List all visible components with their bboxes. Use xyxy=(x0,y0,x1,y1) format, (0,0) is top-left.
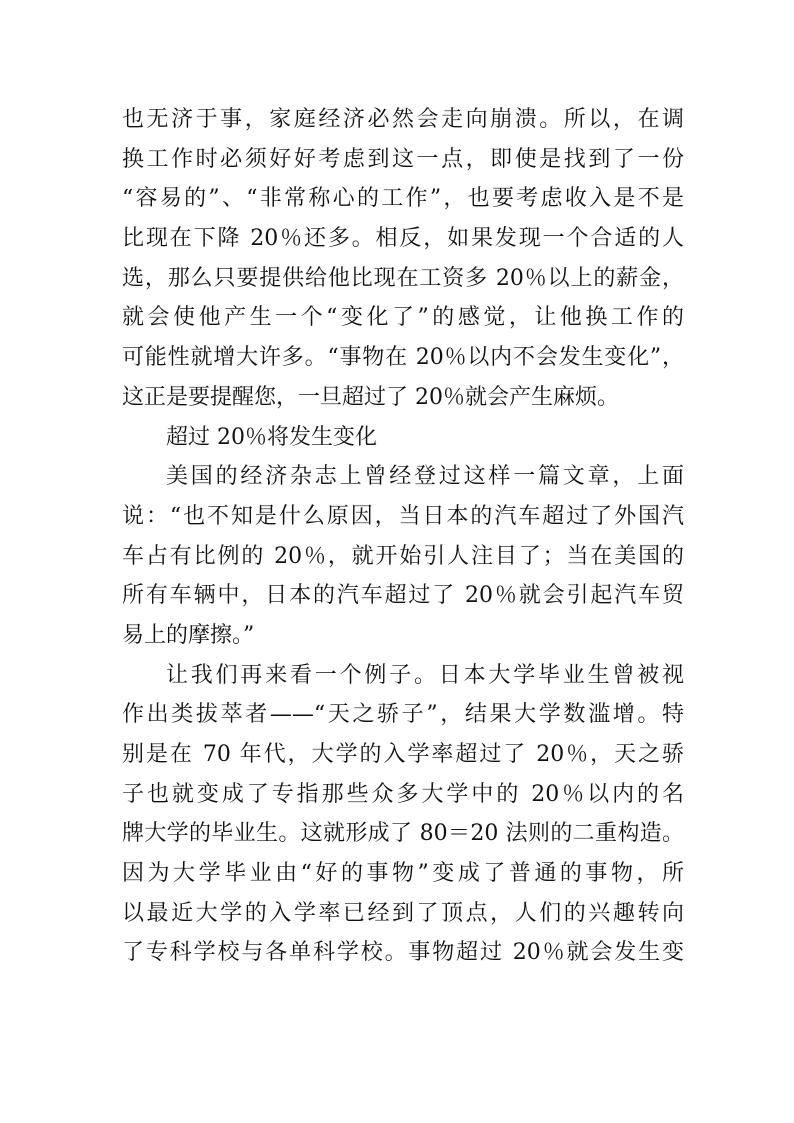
text-line: 因为大学毕业由“好的事物”变成了普通的事物，所 xyxy=(122,861,684,887)
text-line: 就会使他产生一个“变化了”的感觉，让他换工作的 xyxy=(122,305,684,331)
text-line: 美国的经济杂志上曾经登过这样一篇文章，上面 xyxy=(166,464,684,490)
text-line: 子也就变成了专指那些众多大学中的 20％以内的名 xyxy=(122,781,684,807)
text-line: 别是在 70 年代，大学的入学率超过了 20％，天之骄 xyxy=(122,742,684,767)
text-line: 可能性就增大许多。“事物在 20％以内不会发生变化”， xyxy=(122,345,684,371)
section-heading: 超过 20％将发生变化 xyxy=(166,424,377,450)
text-line: 换工作时必须好好考虑到这一点，即使是找到了一份 xyxy=(122,146,684,172)
text-line: 这正是要提醒您，一旦超过了 20％就会产生麻烦。 xyxy=(122,384,619,410)
text-line: “容易的”、“非常称心的工作”，也要考虑收入是不是 xyxy=(122,186,684,212)
text-line: 牌大学的毕业生。这就形成了 80＝20 法则的二重构造。 xyxy=(122,821,684,847)
text-line: 作出类拔萃者——“天之骄子”，结果大学数滥增。特 xyxy=(122,702,684,728)
text-line: 易上的摩擦。” xyxy=(122,622,255,648)
text-line: 也无济于事，家庭经济必然会走向崩溃。所以，在调 xyxy=(122,107,684,132)
text-line: 说：“也不知是什么原因，当日本的汽车超过了外国汽 xyxy=(122,503,684,529)
text-line: 所有车辆中，日本的汽车超过了 20％就会引起汽车贸 xyxy=(122,583,684,609)
document-body xyxy=(122,100,684,973)
text-line: 让我们再来看一个例子。日本大学毕业生曾被视 xyxy=(166,662,684,688)
text-line: 车占有比例的 20％，就开始引人注目了；当在美国的 xyxy=(122,543,684,569)
text-line: 以最近大学的入学率已经到了顶点，人们的兴趣转向 xyxy=(122,900,684,926)
text-line: 比现在下降 20％还多。相反，如果发现一个合适的人 xyxy=(122,226,684,252)
text-line: 了专科学校与各单科学校。事物超过 20％就会发生变 xyxy=(122,940,684,966)
text-line: 选，那么只要提供给他比现在工资多 20％以上的薪金， xyxy=(122,265,684,291)
